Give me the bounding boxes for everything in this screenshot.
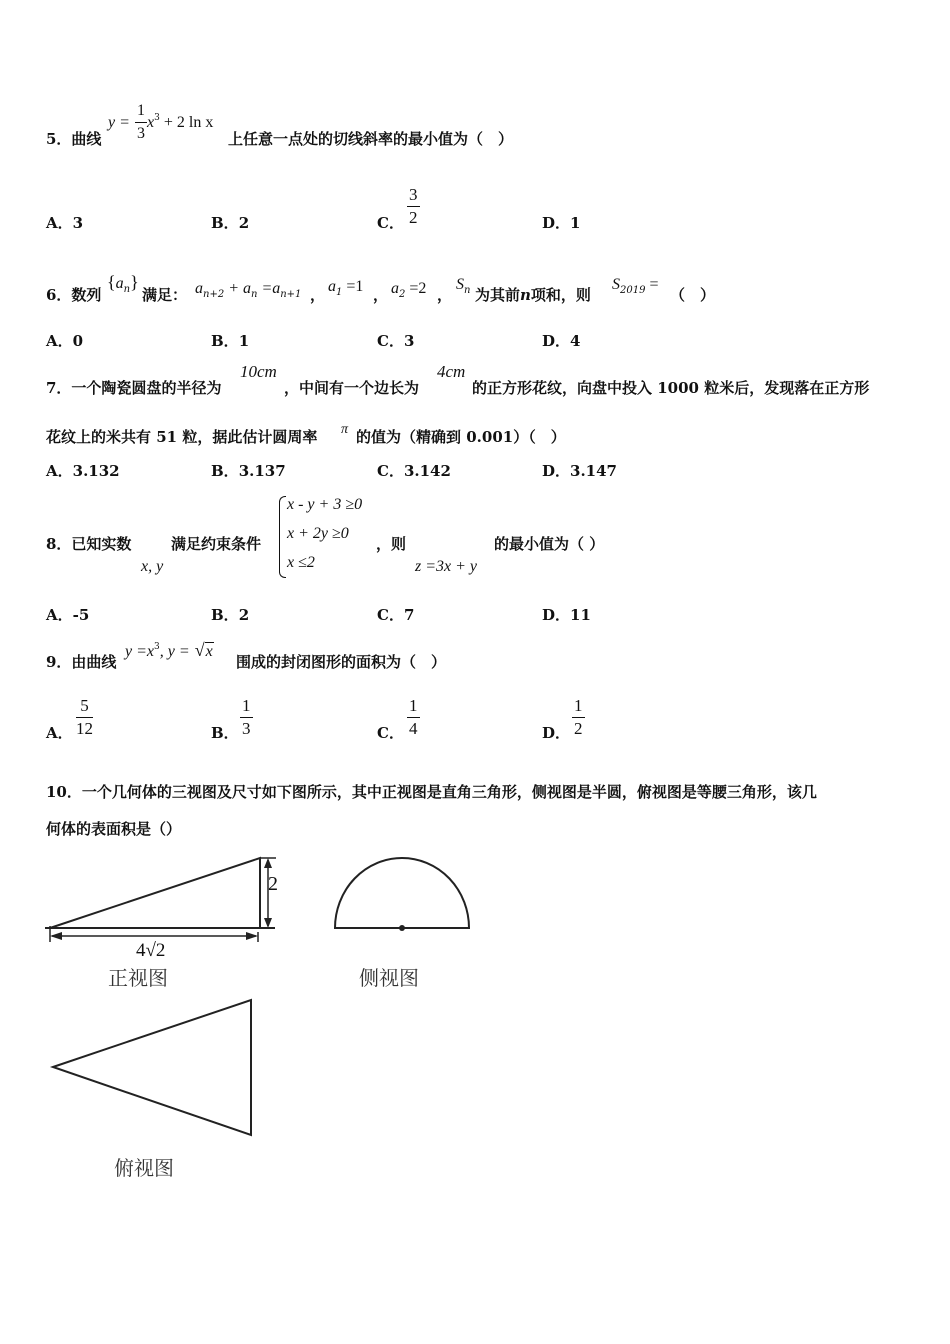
front-view-triangle — [50, 858, 260, 928]
q10-line1: 10．一个几何体的三视图及尺寸如下图所示，其中正视图是直角三角形，侧视图是半圆，俯视图是等腰三角形，该几 — [46, 783, 817, 801]
front-view-caption: 正视图 — [108, 966, 168, 990]
q8-objective: z =3x + y — [415, 558, 478, 575]
q8-stem-b: 满足约束条件 — [171, 535, 262, 553]
q5-eq-tail: + 2 ln x — [159, 114, 214, 131]
q5-fraction: $\frac{1}{3}$ — [137, 102, 145, 142]
q6-recurrence: $a_{n+2} + a_n =a_{n+1}$ — [195, 280, 302, 300]
q9-stem-b: 围成的封闭图形的面积为（ ） — [236, 653, 447, 671]
q8-stem-c: ，则 — [376, 535, 407, 553]
front-view-figure — [40, 848, 300, 948]
base-arrow-left — [50, 932, 62, 940]
q6-comma-2: ， — [373, 286, 389, 304]
q8-constraint-2: x + 2y ≥0 — [287, 525, 349, 542]
q5-option-c-fraction: $\frac{3}{2}$ — [409, 185, 418, 227]
q9-option-b-label: B． — [211, 724, 239, 742]
q8-constraint-3: x ≤2 — [287, 554, 315, 571]
q9-option-a-label: A． — [46, 724, 73, 742]
q9-option-c-fraction: $\frac{1}{4}$ — [409, 696, 418, 738]
q8-option-b: B．2 — [211, 606, 250, 624]
height-arrow-down — [264, 918, 272, 928]
q6-comma-1: ， — [310, 286, 326, 304]
q6-sn: $S_n$ — [456, 276, 471, 296]
side-view-figure — [330, 850, 475, 935]
top-view-figure — [45, 995, 260, 1140]
q7-side: 4cm — [437, 362, 466, 381]
q8-constraint-1: x - y + 3 ≥0 — [287, 496, 363, 513]
q6-option-d: D．4 — [542, 332, 581, 350]
q8-constraint-brace — [279, 496, 286, 578]
q9-option-d-label: D． — [542, 724, 571, 742]
q6-sequence: $\{a_n\}$ — [107, 272, 139, 295]
q9-stem-a: 9．由曲线 — [46, 653, 117, 671]
q7-line1-b: ，中间有一个边长为 — [284, 379, 420, 397]
q9-curve: $y =x^3$, y = √x — [125, 640, 213, 660]
q5-option-d: D．1 — [542, 214, 581, 232]
q7-line2-b: 的值为（精确到 0.001）（ ） — [356, 428, 566, 446]
height-arrow-up — [264, 858, 272, 868]
q5-option-b: B．2 — [211, 214, 250, 232]
side-view-center-dot — [399, 925, 405, 931]
q7-option-b: B．3.137 — [211, 462, 286, 480]
q8-vars: x, y — [141, 558, 164, 575]
q8-stem-a: 8．已知实数 — [46, 535, 132, 553]
top-view-triangle — [53, 1000, 251, 1135]
q6-prefix: 6．数列 — [46, 286, 102, 304]
q5-eq-y: y = — [108, 114, 130, 131]
q9-option-c-label: C． — [377, 724, 404, 742]
q9-option-d-fraction: $\frac{1}{2}$ — [574, 696, 583, 738]
q5-stem-tail: 上任意一点处的切线斜率的最小值为（ ） — [228, 130, 514, 148]
q5-option-c: C． — [377, 214, 404, 232]
q6-option-b: B．1 — [211, 332, 250, 350]
base-arrow-right — [246, 932, 258, 940]
front-view-height-label: 2 — [268, 873, 278, 895]
q6-mid: 满足： — [142, 286, 188, 304]
q6-tail: （ ） — [670, 286, 716, 304]
q7-radius: 10cm — [240, 362, 277, 381]
q7-line2-a: 花纹上的米共有 51 粒，据此估计圆周率 — [46, 428, 318, 446]
q8-stem-d: 的最小值为（ ） — [494, 535, 605, 553]
q5-option-a: A．3 — [46, 214, 84, 232]
q5-stem — [46, 128, 101, 149]
q7-option-a: A．3.132 — [46, 462, 120, 480]
q6-sn-text: 为其前n项和，则 — [475, 286, 591, 304]
q7-pi: π — [341, 422, 349, 437]
side-view-semicircle — [335, 858, 469, 928]
q7-line1-a: 7．一个陶瓷圆盘的半径为 — [46, 379, 222, 397]
side-view-caption: 侧视图 — [359, 966, 419, 990]
q6-a1: $a_1 =1$ — [328, 278, 364, 298]
q8-option-c: C．7 — [377, 606, 415, 624]
q6-s2019: $S_{2019}$ = — [612, 276, 659, 296]
q9-option-b-fraction: $\frac{1}{3}$ — [242, 696, 251, 738]
q9-option-a-fraction: $\frac{5}{12}$ — [76, 696, 93, 738]
q7-line1-c: 的正方形花纹，向盘中投入 1000 粒米后，发现落在正方形 — [472, 379, 870, 397]
q10-line2: 何体的表面积是（） — [46, 820, 182, 838]
q6-a2: $a_2 =2$ — [391, 280, 427, 300]
q6-comma-3: ， — [437, 286, 453, 304]
q5-equation: y = $\frac{1}{3}$ $x^3 + 2$ ln x — [108, 102, 214, 142]
top-view-caption: 俯视图 — [114, 1156, 174, 1180]
q8-option-d: D．11 — [542, 606, 591, 624]
q6-option-a: A．0 — [46, 332, 84, 350]
q7-option-c: C．3.142 — [377, 462, 451, 480]
q8-option-a: A．-5 — [46, 606, 90, 624]
q5-prefix: 5．曲线 — [46, 130, 102, 148]
front-view-base-label: 4√2 — [136, 940, 166, 961]
q7-option-d: D．3.147 — [542, 462, 617, 480]
q6-option-c: C．3 — [377, 332, 415, 350]
